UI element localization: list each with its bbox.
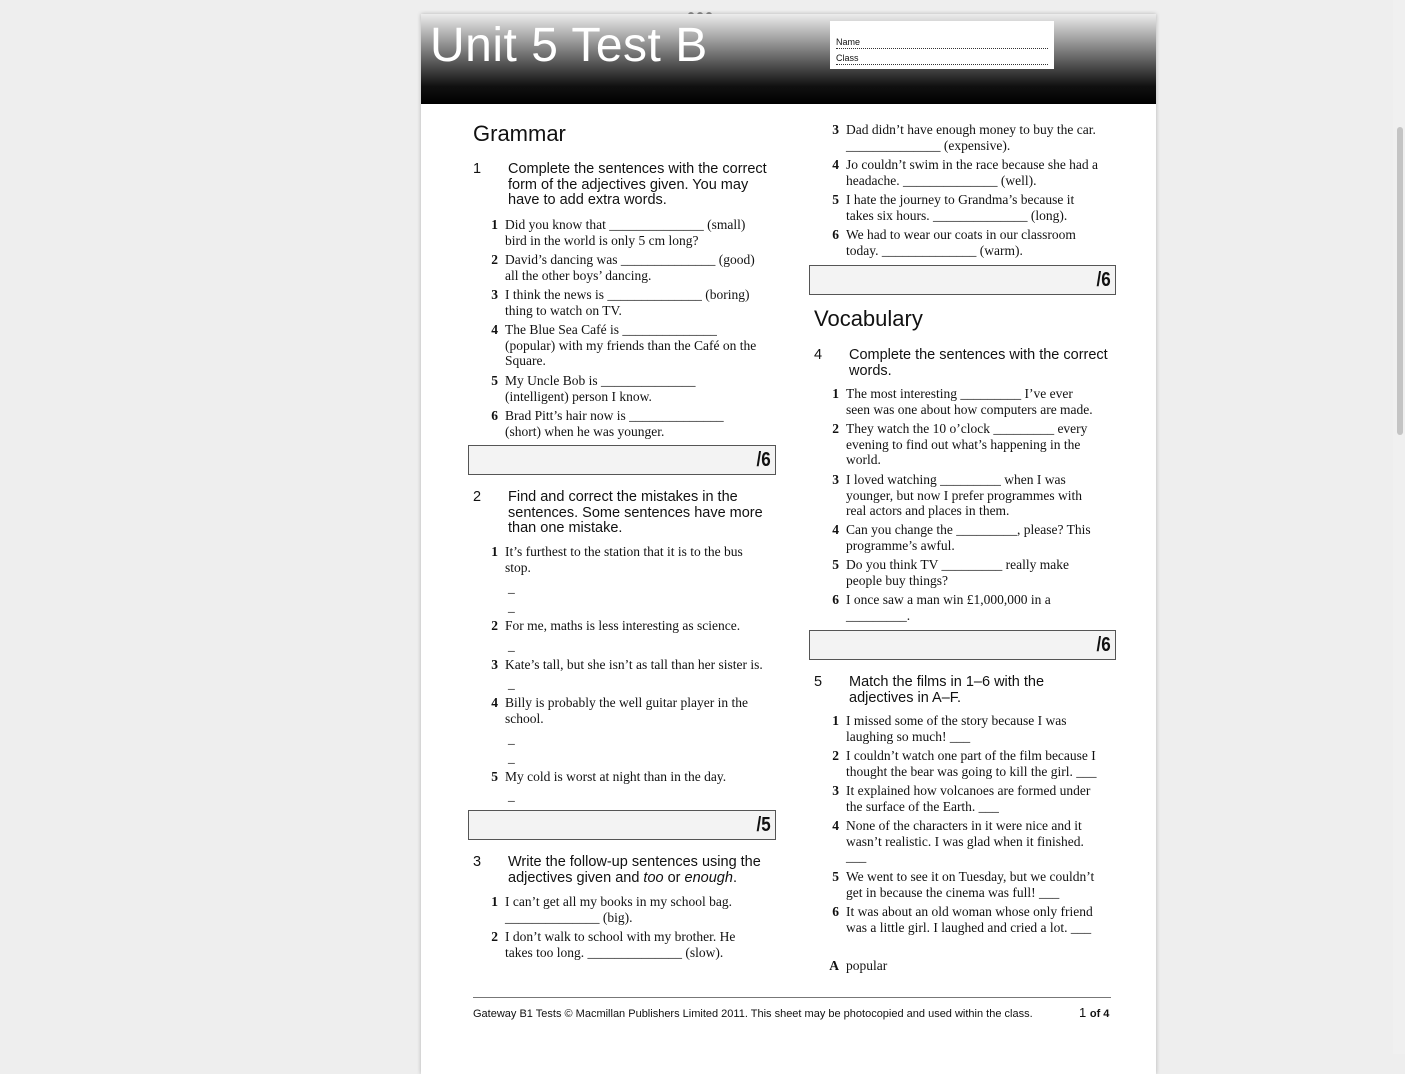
- page-title: Unit 5 Test B: [430, 19, 708, 72]
- name-class-box: [830, 21, 1054, 69]
- header-banner: [421, 14, 1156, 104]
- class-field: Class: [836, 53, 1048, 65]
- ex3-score-box: [809, 265, 1116, 295]
- scrollbar-thumb[interactable]: [1397, 127, 1403, 435]
- ex1-score-box: [468, 445, 776, 475]
- answer-line: _: [508, 788, 515, 803]
- answer-line: _: [508, 676, 515, 691]
- document-page: Unit 5 Test B Name Class Grammar 1 Complete the sentences with the correct form of the adjectives given. You may have to add extra words. 1 Did you know that ______________ (small) bird in the world is only 5 cm long? 2 David’s dancing was ______________ (good) all the other boys’ dancing. 3 I think the news is ______________ (boring) thing to watch on TV. 4 The Blue Sea Café is ______________ (popular) with my friends than the Café on the Square. 5 My Uncle Bob is ______________ (intelligent) person I know. 6 Brad Pitt’s hair now is ______________ (short) when he was younger. /6 2 Find and correct the mistakes in the sentences. Some sentences have more than one mistake. 1 It’s furthest to the station that it is to the bus stop. _ _ 2 For me, maths is less interesting as science. _ 3 Kate’s tall, but she isn’t as tall than her sister is. _ 4 Billy is probably the well guitar player in the school. _ _ 5 My cold is worst at night than in the day. _ /5 3 Write the follow-up sentences using the adjectives given and too or enough. 1 I can’t get all my books in my school bag. ______________ (big). 2 I don’t walk to school with my brother. He takes too long. ______________ (slow). 3 Dad didn’t have enough money to buy the car. ______________ (expensive). 4 Jo couldn’t swim in the race because she had a headache. ______________ (well). 5 I hate the journey to Grandma’s because it takes six hours. ______________ (long). 6 We had to wear our coats in our classroom today. ______________ (warm). /6 Vocabulary 4 Complete the sentences with the correct words. 1 The most interesting _________ I’ve ever seen was one about how computers are made. 2 They watch the 10 o’clock _________ every evening to find out what’s happening in the world. 3 I loved watching _________ when I was younger, but now I prefer programmes with real actors and places in them. 4 Can you change the _________, please? This programme’s awful. 5 Do you think TV _________ really make people buy things? 6 I once saw a man win £1,000,000 in a _________. /6 5 Match the films in 1–6 with the adjectives in A–F. 1 I missed some of the story because I was laughing so much! ___ 2 I couldn’t watch one part of the film because I thought the bear was going to kill the girl. ___ 3 It explained how volcanoes are formed under the surface of the Earth. ___ 4 None of the characters in it were nice and it wasn’t realistic. I was glad when it finished. ___ 5 We went to see it on Tuesday, but we couldn’t get in because the cinema was full! ___ 6 It was about an old woman whose only friend was a little girl. I laughed and cried a lot. ___ A popular Gateway B1 Tests © Macmillan Publishers Limited 2011. This sheet may be photocopied and used within the class. 1 of 4: [421, 14, 1156, 1074]
- instruction-text: Complete the sentences with the correct words.: [849, 347, 1108, 379]
- instruction-text: Write the follow-up sentences using the adjectives given and too or enough.: [508, 854, 761, 886]
- ex4-score-box: [809, 630, 1116, 660]
- exercise-number: 3: [473, 854, 482, 870]
- exercise-number: 5: [814, 674, 823, 690]
- answer-line: _: [508, 750, 515, 765]
- exercise-number: 4: [814, 347, 823, 363]
- answer-line: _: [508, 731, 515, 746]
- answer-line: _: [508, 599, 515, 614]
- exercise-number: 2: [473, 489, 482, 505]
- footer-copyright: Gateway B1 Tests © Macmillan Publishers Limited 2011. This sheet may be photocopied and used within the class.: [473, 1008, 1033, 1020]
- answer-line: _: [508, 580, 515, 595]
- page-number: 1 of 4: [1079, 1005, 1110, 1020]
- footer-divider: [473, 997, 1111, 998]
- vocabulary-heading: Vocabulary: [814, 306, 923, 331]
- instruction-text: Match the films in 1–6 with the adjectives in A–F.: [849, 674, 1045, 706]
- exercise-number: 1: [473, 161, 482, 177]
- score: /5: [756, 814, 771, 836]
- name-field: Name: [836, 37, 1048, 49]
- instruction-text: Complete the sentences with the correct form of the adjectives given. You may have to add extra words.: [508, 161, 767, 209]
- grammar-heading: Grammar: [473, 121, 566, 146]
- ex2-score-box: [468, 810, 776, 840]
- vertical-scrollbar[interactable]: [1393, 0, 1405, 1054]
- score: /6: [1096, 634, 1111, 656]
- score: /6: [1096, 269, 1111, 291]
- answer-line: _: [508, 638, 515, 653]
- instruction-text: Find and correct the mistakes in the sentences. Some sentences have more than one mistake.: [508, 489, 763, 537]
- score: /6: [756, 449, 771, 471]
